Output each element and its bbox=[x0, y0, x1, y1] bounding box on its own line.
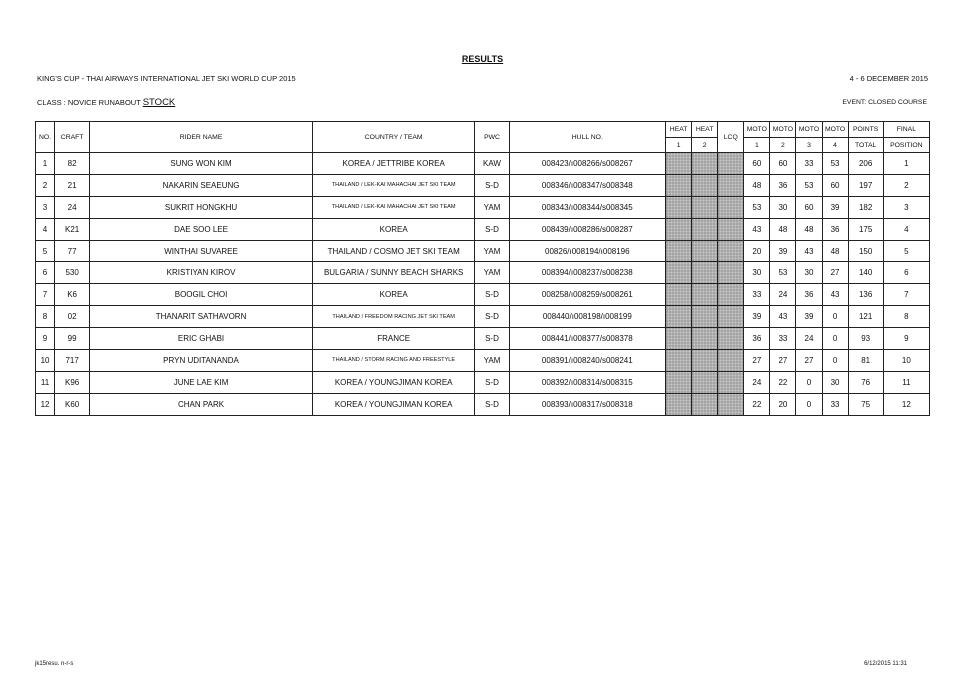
col-subheader-final: POSITION bbox=[883, 138, 929, 153]
cell-team: KOREA bbox=[312, 218, 475, 240]
col-header-heat-1: HEAT bbox=[666, 122, 692, 138]
cell-no: 4 bbox=[36, 218, 55, 240]
cell-moto-2: 24 bbox=[770, 284, 796, 306]
cell-craft: K6 bbox=[55, 284, 90, 306]
cell-heat-1 bbox=[666, 262, 692, 284]
cell-total: 197 bbox=[848, 174, 883, 196]
cell-total: 121 bbox=[848, 306, 883, 328]
cell-heat-1 bbox=[666, 240, 692, 262]
cell-heat-1 bbox=[666, 328, 692, 350]
cell-moto-2: 39 bbox=[770, 240, 796, 262]
cell-moto-2: 22 bbox=[770, 371, 796, 393]
cell-heat-1 bbox=[666, 306, 692, 328]
cell-moto-3: 0 bbox=[796, 393, 822, 415]
cell-position: 4 bbox=[883, 218, 929, 240]
cell-position: 9 bbox=[883, 328, 929, 350]
cell-moto-2: 27 bbox=[770, 350, 796, 372]
col-header-moto-1: MOTO bbox=[744, 122, 770, 138]
cell-moto-3: 0 bbox=[796, 371, 822, 393]
cell-moto-2: 48 bbox=[770, 218, 796, 240]
cell-heat-1 bbox=[666, 174, 692, 196]
cell-moto-1: 60 bbox=[744, 153, 770, 175]
table-row bbox=[36, 350, 930, 372]
cell-team: THAILAND / COSMO JET SKI TEAM bbox=[312, 240, 475, 262]
cell-team: KOREA bbox=[312, 284, 475, 306]
cell-moto-4: 43 bbox=[822, 284, 848, 306]
cell-rider: SUKRIT HONGKHU bbox=[90, 196, 313, 218]
cell-total: 75 bbox=[848, 393, 883, 415]
event-dates: 4 - 6 DECEMBER 2015 bbox=[849, 74, 928, 83]
event-type: EVENT: CLOSED COURSE bbox=[842, 99, 927, 106]
cell-heat-2 bbox=[692, 218, 718, 240]
class-line bbox=[37, 97, 175, 108]
cell-moto-3: 43 bbox=[796, 240, 822, 262]
cell-moto-4: 27 bbox=[822, 262, 848, 284]
cell-pwc: S-D bbox=[475, 306, 509, 328]
cell-position: 3 bbox=[883, 196, 929, 218]
cell-total: 76 bbox=[848, 371, 883, 393]
cell-pwc: YAM bbox=[475, 262, 509, 284]
cell-no: 8 bbox=[36, 306, 55, 328]
cell-total: 81 bbox=[848, 350, 883, 372]
cell-total: 136 bbox=[848, 284, 883, 306]
cell-moto-3: 39 bbox=[796, 306, 822, 328]
file-reference: jk15resu. n-r-s bbox=[35, 661, 74, 667]
cell-no: 2 bbox=[36, 174, 55, 196]
col-subheader-moto-1: 1 bbox=[744, 138, 770, 153]
cell-hull: 008391/ı008240/s008241 bbox=[509, 350, 666, 372]
col-subheader-moto-2: 2 bbox=[770, 138, 796, 153]
cell-pwc: S-D bbox=[475, 393, 509, 415]
col-header-country: COUNTRY / TEAM bbox=[312, 122, 475, 153]
cell-rider: JUNE LAE KIM bbox=[90, 371, 313, 393]
cell-heat-1 bbox=[666, 393, 692, 415]
print-timestamp: 6/12/2015 11:31 bbox=[864, 661, 907, 667]
cell-lcq bbox=[718, 240, 744, 262]
cell-no: 6 bbox=[36, 262, 55, 284]
cell-no: 3 bbox=[36, 196, 55, 218]
cell-heat-2 bbox=[692, 196, 718, 218]
cell-craft: K21 bbox=[55, 218, 90, 240]
col-subheader-moto-4: 4 bbox=[822, 138, 848, 153]
cell-position: 6 bbox=[883, 262, 929, 284]
cell-craft: 717 bbox=[55, 350, 90, 372]
cell-moto-4: 39 bbox=[822, 196, 848, 218]
cell-lcq bbox=[718, 328, 744, 350]
col-subheader-points: TOTAL bbox=[848, 138, 883, 153]
cell-craft: 24 bbox=[55, 196, 90, 218]
cell-heat-1 bbox=[666, 196, 692, 218]
cell-no: 5 bbox=[36, 240, 55, 262]
cell-hull: 008393/ı008317/s008318 bbox=[509, 393, 666, 415]
col-header-final: FINAL bbox=[883, 122, 929, 138]
table-row bbox=[36, 306, 930, 328]
cell-total: 206 bbox=[848, 153, 883, 175]
cell-moto-3: 36 bbox=[796, 284, 822, 306]
cell-hull: 008439/ı008286/s008287 bbox=[509, 218, 666, 240]
cell-no: 1 bbox=[36, 153, 55, 175]
table-row bbox=[36, 371, 930, 393]
cell-moto-4: 53 bbox=[822, 153, 848, 175]
cell-moto-2: 33 bbox=[770, 328, 796, 350]
cell-team: KOREA / YOUNGJIMAN KOREA bbox=[312, 393, 475, 415]
cell-moto-1: 53 bbox=[744, 196, 770, 218]
cell-moto-3: 53 bbox=[796, 174, 822, 196]
cell-moto-2: 53 bbox=[770, 262, 796, 284]
table-row bbox=[36, 218, 930, 240]
cell-lcq bbox=[718, 350, 744, 372]
cell-total: 93 bbox=[848, 328, 883, 350]
cell-team: THAILAND / FREEDOM RACING JET SKI TEAM bbox=[312, 306, 475, 328]
cell-moto-2: 20 bbox=[770, 393, 796, 415]
cell-heat-2 bbox=[692, 350, 718, 372]
cell-heat-2 bbox=[692, 306, 718, 328]
cell-moto-1: 43 bbox=[744, 218, 770, 240]
cell-total: 140 bbox=[848, 262, 883, 284]
col-subheader-heat-2: 2 bbox=[692, 138, 718, 153]
cell-heat-1 bbox=[666, 350, 692, 372]
cell-moto-1: 30 bbox=[744, 262, 770, 284]
col-header-moto-2: MOTO bbox=[770, 122, 796, 138]
col-header-hull: HULL NO. bbox=[509, 122, 666, 153]
cell-rider: WINTHAI SUVAREE bbox=[90, 240, 313, 262]
cell-position: 7 bbox=[883, 284, 929, 306]
cell-team: KOREA / JETTRIBE KOREA bbox=[312, 153, 475, 175]
cell-hull: 00826/ı008194/ı008196 bbox=[509, 240, 666, 262]
col-header-rider: RIDER NAME bbox=[90, 122, 313, 153]
header-row bbox=[36, 122, 930, 138]
col-header-points: POINTS bbox=[848, 122, 883, 138]
table-row bbox=[36, 393, 930, 415]
cell-moto-3: 30 bbox=[796, 262, 822, 284]
cell-pwc: S-D bbox=[475, 218, 509, 240]
cell-no: 9 bbox=[36, 328, 55, 350]
table-row bbox=[36, 153, 930, 175]
cell-lcq bbox=[718, 262, 744, 284]
cell-moto-4: 0 bbox=[822, 328, 848, 350]
table-row bbox=[36, 240, 930, 262]
cell-position: 8 bbox=[883, 306, 929, 328]
cell-hull: 008343/ı008344/s008345 bbox=[509, 196, 666, 218]
cell-team: THAILAND / LEK-KAI MAHACHAI JET SKI TEAM bbox=[312, 174, 475, 196]
cell-rider: ERIC GHABI bbox=[90, 328, 313, 350]
col-header-moto-4: MOTO bbox=[822, 122, 848, 138]
cell-craft: K60 bbox=[55, 393, 90, 415]
cell-moto-4: 48 bbox=[822, 240, 848, 262]
cell-moto-3: 33 bbox=[796, 153, 822, 175]
col-subheader-moto-3: 3 bbox=[796, 138, 822, 153]
table-row bbox=[36, 174, 930, 196]
cell-pwc: S-D bbox=[475, 371, 509, 393]
cell-heat-1 bbox=[666, 371, 692, 393]
cell-lcq bbox=[718, 196, 744, 218]
cell-heat-1 bbox=[666, 284, 692, 306]
cell-rider: SUNG WON KIM bbox=[90, 153, 313, 175]
cell-heat-2 bbox=[692, 284, 718, 306]
cell-rider: KRISTIYAN KIROV bbox=[90, 262, 313, 284]
table-row bbox=[36, 284, 930, 306]
cell-moto-2: 30 bbox=[770, 196, 796, 218]
results-table bbox=[35, 121, 930, 416]
cell-lcq bbox=[718, 218, 744, 240]
cell-craft: 77 bbox=[55, 240, 90, 262]
cell-no: 11 bbox=[36, 371, 55, 393]
col-header-moto-3: MOTO bbox=[796, 122, 822, 138]
cell-no: 10 bbox=[36, 350, 55, 372]
cell-lcq bbox=[718, 393, 744, 415]
cell-craft: 99 bbox=[55, 328, 90, 350]
cell-heat-1 bbox=[666, 218, 692, 240]
cell-pwc: KAW bbox=[475, 153, 509, 175]
cell-moto-1: 33 bbox=[744, 284, 770, 306]
cell-moto-3: 24 bbox=[796, 328, 822, 350]
cell-pwc: S-D bbox=[475, 284, 509, 306]
cell-total: 150 bbox=[848, 240, 883, 262]
cell-hull: 008423/ı008266/s008267 bbox=[509, 153, 666, 175]
results-body bbox=[36, 153, 930, 416]
cell-pwc: YAM bbox=[475, 196, 509, 218]
page-title: RESULTS bbox=[461, 54, 504, 64]
col-header-pwc: PWC bbox=[475, 122, 509, 153]
cell-moto-4: 36 bbox=[822, 218, 848, 240]
cell-team: THAILAND / STORM RACING AND FREESTYLE bbox=[312, 350, 475, 372]
cell-position: 2 bbox=[883, 174, 929, 196]
cell-moto-1: 20 bbox=[744, 240, 770, 262]
cell-moto-2: 43 bbox=[770, 306, 796, 328]
cell-team: KOREA / YOUNGJIMAN KOREA bbox=[312, 371, 475, 393]
cell-heat-2 bbox=[692, 328, 718, 350]
cell-rider: DAE SOO LEE bbox=[90, 218, 313, 240]
col-header-heat-2: HEAT bbox=[692, 122, 718, 138]
cell-heat-2 bbox=[692, 393, 718, 415]
cell-moto-4: 0 bbox=[822, 350, 848, 372]
cell-team: BULGARIA / SUNNY BEACH SHARKS bbox=[312, 262, 475, 284]
cell-pwc: YAM bbox=[475, 240, 509, 262]
cell-moto-1: 36 bbox=[744, 328, 770, 350]
cell-position: 1 bbox=[883, 153, 929, 175]
col-header-craft: CRAFT bbox=[55, 122, 90, 153]
cell-moto-3: 27 bbox=[796, 350, 822, 372]
cell-hull: 008440/ı008198/ı008199 bbox=[509, 306, 666, 328]
cell-no: 12 bbox=[36, 393, 55, 415]
col-header-no: NO. bbox=[36, 122, 55, 153]
cell-moto-3: 60 bbox=[796, 196, 822, 218]
cell-lcq bbox=[718, 371, 744, 393]
cell-hull: 008394/ı008237/s008238 bbox=[509, 262, 666, 284]
cell-moto-4: 60 bbox=[822, 174, 848, 196]
cell-moto-4: 0 bbox=[822, 306, 848, 328]
table-row bbox=[36, 196, 930, 218]
class-prefix: CLASS : NOVICE RUNABOUT bbox=[37, 98, 143, 107]
cell-pwc: YAM bbox=[475, 350, 509, 372]
cell-lcq bbox=[718, 174, 744, 196]
cell-rider: THANARIT SATHAVORN bbox=[90, 306, 313, 328]
cell-moto-1: 27 bbox=[744, 350, 770, 372]
cell-craft: 82 bbox=[55, 153, 90, 175]
col-header-lcq: LCQ bbox=[718, 122, 744, 153]
cell-rider: CHAN PARK bbox=[90, 393, 313, 415]
cell-heat-1 bbox=[666, 153, 692, 175]
cell-craft: 02 bbox=[55, 306, 90, 328]
cell-heat-2 bbox=[692, 371, 718, 393]
cell-hull: 008441/ı008377/s008378 bbox=[509, 328, 666, 350]
cell-craft: 530 bbox=[55, 262, 90, 284]
cell-hull: 008258/ı008259/s008261 bbox=[509, 284, 666, 306]
cell-lcq bbox=[718, 284, 744, 306]
cell-team: THAILAND / LEK-KAI MAHACHAI JET SKI TEAM bbox=[312, 196, 475, 218]
cell-moto-1: 22 bbox=[744, 393, 770, 415]
cell-heat-2 bbox=[692, 174, 718, 196]
event-name: KING'S CUP - THAI AIRWAYS INTERNATIONAL JET SKI WORLD CUP 2015 bbox=[37, 74, 296, 83]
cell-rider: PRYN UDITANANDA bbox=[90, 350, 313, 372]
cell-rider: BOOGIL CHOI bbox=[90, 284, 313, 306]
cell-moto-1: 48 bbox=[744, 174, 770, 196]
cell-hull: 008392/ı008314/s008315 bbox=[509, 371, 666, 393]
table-row bbox=[36, 262, 930, 284]
cell-craft: K96 bbox=[55, 371, 90, 393]
cell-lcq bbox=[718, 153, 744, 175]
cell-heat-2 bbox=[692, 240, 718, 262]
cell-rider: NAKARIN SEAEUNG bbox=[90, 174, 313, 196]
cell-position: 5 bbox=[883, 240, 929, 262]
cell-moto-1: 24 bbox=[744, 371, 770, 393]
cell-moto-2: 60 bbox=[770, 153, 796, 175]
cell-craft: 21 bbox=[55, 174, 90, 196]
cell-moto-1: 39 bbox=[744, 306, 770, 328]
cell-moto-4: 33 bbox=[822, 393, 848, 415]
cell-position: 11 bbox=[883, 371, 929, 393]
cell-team: FRANCE bbox=[312, 328, 475, 350]
class-name: STOCK bbox=[142, 97, 176, 108]
cell-position: 12 bbox=[883, 393, 929, 415]
cell-moto-4: 30 bbox=[822, 371, 848, 393]
cell-lcq bbox=[718, 306, 744, 328]
table-row bbox=[36, 328, 930, 350]
cell-moto-3: 48 bbox=[796, 218, 822, 240]
cell-heat-2 bbox=[692, 153, 718, 175]
cell-moto-2: 36 bbox=[770, 174, 796, 196]
col-subheader-heat-1: 1 bbox=[666, 138, 692, 153]
cell-no: 7 bbox=[36, 284, 55, 306]
cell-position: 10 bbox=[883, 350, 929, 372]
cell-total: 182 bbox=[848, 196, 883, 218]
cell-heat-2 bbox=[692, 262, 718, 284]
cell-pwc: S-D bbox=[475, 174, 509, 196]
cell-pwc: S-D bbox=[475, 328, 509, 350]
cell-hull: 008346/ı008347/s008348 bbox=[509, 174, 666, 196]
cell-total: 175 bbox=[848, 218, 883, 240]
